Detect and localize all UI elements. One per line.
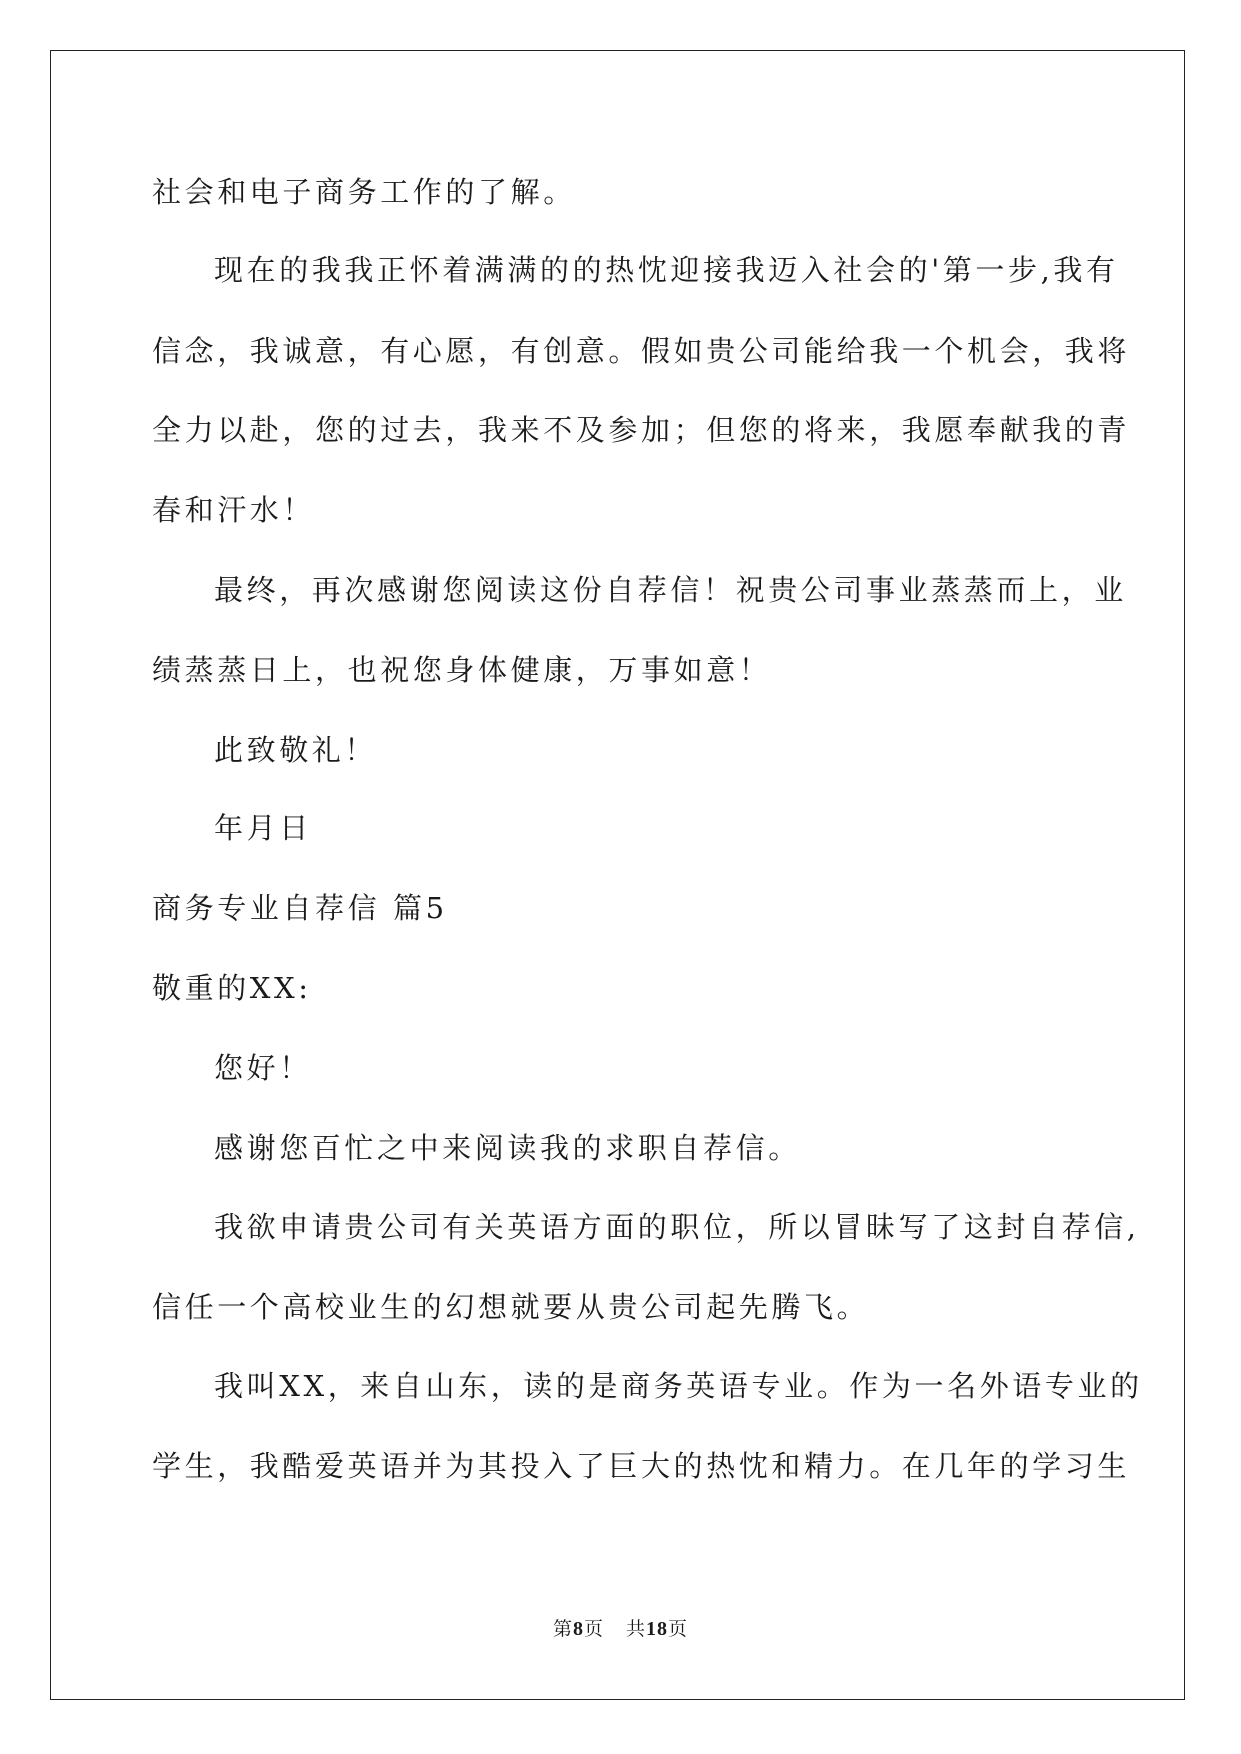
page-suffix: 页 xyxy=(583,1618,604,1640)
date-line: 年月日 xyxy=(214,811,312,845)
page-number: 8 xyxy=(572,1618,584,1640)
closing-salutation: 此致敬礼！ xyxy=(214,733,378,767)
greeting-line: 敬重的XX: xyxy=(152,971,312,1005)
text-line: 春和汗水！ xyxy=(152,493,316,527)
total-prefix: 共 xyxy=(626,1618,647,1640)
text-line: 感谢您百忙之中来阅读我的求职自荐信。 xyxy=(214,1131,801,1165)
text-line: 学生，我酷爱英语并为其投入了巨大的热忱和精力。在几年的学习生 xyxy=(152,1449,1131,1483)
text-line: 现在的我我正怀着满满的的热忱迎接我迈入社会的'第一步,我有 xyxy=(214,253,1119,287)
text-line: 全力以赴，您的过去，我来不及参加；但您的将来，我愿奉献我的青 xyxy=(152,413,1131,447)
text-line: 社会和电子商务工作的了解。 xyxy=(152,175,576,209)
text-line: 您好！ xyxy=(214,1051,312,1085)
text-line: 信任一个高校业生的幻想就要从贵公司起先腾飞。 xyxy=(152,1290,870,1324)
text-line: 最终，再次感谢您阅读这份自荐信！祝贵公司事业蒸蒸而上，业 xyxy=(214,573,1127,607)
text-line: 信念，我诚意，有心愿，有创意。假如贵公司能给我一个机会，我将 xyxy=(152,334,1131,368)
page-prefix: 第 xyxy=(552,1618,573,1640)
page-footer xyxy=(0,1617,1241,1641)
total-pages: 18 xyxy=(646,1618,669,1640)
total-suffix: 页 xyxy=(668,1618,689,1640)
text-line: 我欲申请贵公司有关英语方面的职位，所以冒昧写了这封自荐信, xyxy=(214,1210,1140,1244)
section-heading: 商务专业自荐信 篇5 xyxy=(152,891,448,925)
text-line: 绩蒸蒸日上，也祝您身体健康，万事如意！ xyxy=(152,653,772,687)
text-line: 我叫XX，来自山东，读的是商务英语专业。作为一名外语专业的 xyxy=(214,1369,1143,1403)
